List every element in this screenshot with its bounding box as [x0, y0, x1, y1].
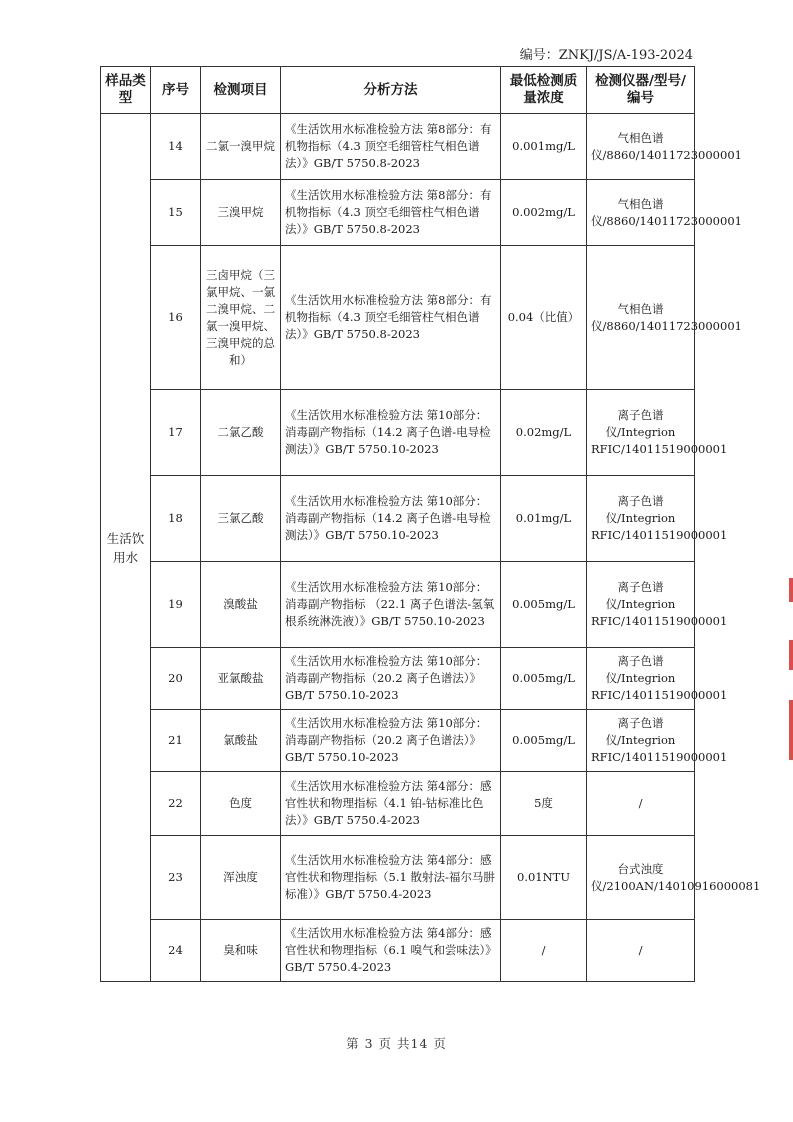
row-number: 20: [151, 648, 201, 710]
test-methods-table: [100, 66, 761, 982]
detection-limit: 0.02mg/L: [501, 390, 587, 476]
table-row: [101, 180, 695, 246]
detection-limit: 0.005mg/L: [501, 710, 587, 772]
analysis-method: 《生活饮用水标准检验方法 第4部分：感官性状和物理指标（5.1 散射法-福尔马肼标准）》GB/T 5750.4-2023: [281, 836, 501, 920]
test-item: 二氯一溴甲烷: [201, 114, 281, 180]
test-item: 二氯乙酸: [201, 390, 281, 476]
table-header-row: [101, 67, 695, 114]
detection-limit: 0.005mg/L: [501, 648, 587, 710]
table-row: [101, 920, 695, 982]
instrument: 台式浊度仪/2100AN/14010916000081: [587, 836, 695, 920]
instrument: 气相色谱仪/8860/14011723000001: [587, 114, 695, 180]
seal-edge-mark: [789, 700, 793, 760]
instrument: 气相色谱仪/8860/14011723000001: [587, 246, 695, 390]
test-item: 氯酸盐: [201, 710, 281, 772]
test-item: 亚氯酸盐: [201, 648, 281, 710]
sample-type-cell: 生活饮用水: [101, 114, 151, 982]
analysis-method: 《生活饮用水标准检验方法 第10部分：消毒副产物指标 （22.1 离子色谱法-氢氧根系统淋洗液）》GB/T 5750.10-2023: [281, 562, 501, 648]
instrument: /: [587, 920, 695, 982]
detection-limit: /: [501, 920, 587, 982]
table-row: [101, 648, 695, 710]
test-item: 三溴甲烷: [201, 180, 281, 246]
row-number: 15: [151, 180, 201, 246]
test-item: 浑浊度: [201, 836, 281, 920]
instrument: 离子色谱仪/Integrion RFIC/14011519000001: [587, 710, 695, 772]
instrument: 离子色谱仪/Integrion RFIC/14011519000001: [587, 476, 695, 562]
table-row: [101, 772, 695, 836]
header-analysis-method: 分析方法: [281, 67, 501, 114]
analysis-method: 《生活饮用水标准检验方法 第8部分：有机物指标（4.3 顶空毛细管柱气相色谱法）》GB/T 5750.8-2023: [281, 246, 501, 390]
row-number: 23: [151, 836, 201, 920]
analysis-method: 《生活饮用水标准检验方法 第4部分：感官性状和物理指标（4.1 铂-钴标准比色法）》GB/T 5750.4-2023: [281, 772, 501, 836]
analysis-method: 《生活饮用水标准检验方法 第10部分：消毒副产物指标（20.2 离子色谱法）》GB/T 5750.10-2023: [281, 648, 501, 710]
detection-limit: 0.001mg/L: [501, 114, 587, 180]
test-item: 臭和味: [201, 920, 281, 982]
row-number: 14: [151, 114, 201, 180]
instrument: 气相色谱仪/8860/14011723000001: [587, 180, 695, 246]
row-number: 17: [151, 390, 201, 476]
seal-edge-mark: [789, 578, 793, 602]
detection-limit: 0.005mg/L: [501, 562, 587, 648]
header-detection-limit: 最低检测质量浓度: [501, 67, 587, 114]
detection-limit: 5度: [501, 772, 587, 836]
test-item: 溴酸盐: [201, 562, 281, 648]
row-number: 24: [151, 920, 201, 982]
row-number: 22: [151, 772, 201, 836]
instrument: 离子色谱仪/Integrion RFIC/14011519000001: [587, 648, 695, 710]
header-instrument: 检测仪器/型号/编号: [587, 67, 695, 114]
table-row: [101, 836, 695, 920]
row-number: 21: [151, 710, 201, 772]
page-footer: 第 3 页 共14 页: [346, 1036, 447, 1051]
table-row: [101, 710, 695, 772]
seal-edge-mark: [789, 640, 793, 670]
analysis-method: 《生活饮用水标准检验方法 第10部分：消毒副产物指标（20.2 离子色谱法）》GB/T 5750.10-2023: [281, 710, 501, 772]
instrument: 离子色谱仪/Integrion RFIC/14011519000001: [587, 390, 695, 476]
table-row: [101, 114, 695, 180]
table-row: [101, 246, 695, 390]
table-row: [101, 390, 695, 476]
header-sample-type: 样品类型: [101, 67, 151, 114]
header-test-item: 检测项目: [201, 67, 281, 114]
detection-limit: 0.01mg/L: [501, 476, 587, 562]
test-item: 色度: [201, 772, 281, 836]
analysis-method: 《生活饮用水标准检验方法 第8部分：有机物指标（4.3 顶空毛细管柱气相色谱法）》GB/T 5750.8-2023: [281, 180, 501, 246]
detection-limit: 0.002mg/L: [501, 180, 587, 246]
row-number: 18: [151, 476, 201, 562]
detection-limit: 0.04（比值）: [501, 246, 587, 390]
detection-limit: 0.01NTU: [501, 836, 587, 920]
row-number: 16: [151, 246, 201, 390]
test-item: 三氯乙酸: [201, 476, 281, 562]
test-item: 三卤甲烷（三氯甲烷、一氯二溴甲烷、二氯一溴甲烷、三溴甲烷的总和）: [201, 246, 281, 390]
analysis-method: 《生活饮用水标准检验方法 第4部分：感官性状和物理指标（6.1 嗅气和尝味法）》GB/T 5750.4-2023: [281, 920, 501, 982]
row-number: 19: [151, 562, 201, 648]
table-row: [101, 562, 695, 648]
table-row: [101, 476, 695, 562]
analysis-method: 《生活饮用水标准检验方法 第10部分：消毒副产物指标（14.2 离子色谱-电导检测法）》GB/T 5750.10-2023: [281, 390, 501, 476]
analysis-method: 《生活饮用水标准检验方法 第8部分：有机物指标（4.3 顶空毛细管柱气相色谱法）》GB/T 5750.8-2023: [281, 114, 501, 180]
document-number: 编号：ZNKJ/JS/A-193-2024: [519, 48, 693, 63]
header-number: 序号: [151, 67, 201, 114]
instrument: 离子色谱仪/Integrion RFIC/14011519000001: [587, 562, 695, 648]
instrument: /: [587, 772, 695, 836]
analysis-method: 《生活饮用水标准检验方法 第10部分：消毒副产物指标（14.2 离子色谱-电导检测法）》GB/T 5750.10-2023: [281, 476, 501, 562]
